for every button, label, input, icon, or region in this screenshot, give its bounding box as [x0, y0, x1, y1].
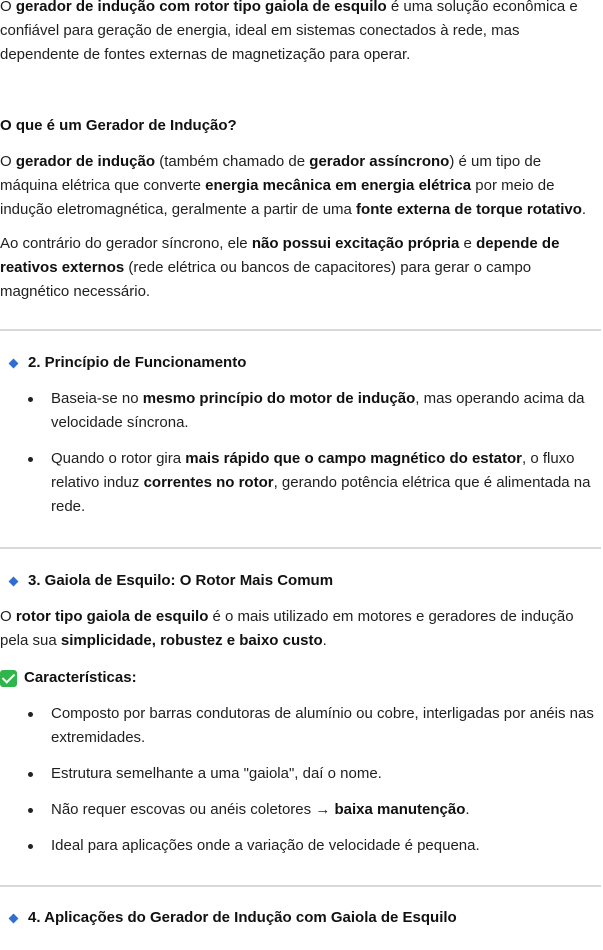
- list-item: Ideal para aplicações onde a variação de velocidade é pequena.: [0, 834, 601, 858]
- list-item: Não requer escovas ou anéis coletores → baixa manutenção.: [0, 798, 601, 822]
- section3-title: 3. Gaiola de Esquilo: O Rotor Mais Comum: [28, 572, 334, 589]
- section3-heading: [0, 569, 601, 593]
- features-heading: [0, 666, 601, 690]
- list-item: Estrutura semelhante a uma "gaiola", daí o nome.: [0, 762, 601, 786]
- intro-paragraph: O gerador de indução com rotor tipo gaiola de esquilo é uma solução econômica e confiável para geração de energia, ideal em sistemas conectados à rede, mas dependente de fontes externas de magnetização para operar.: [0, 0, 578, 63]
- blue-diamond-icon: [9, 358, 19, 368]
- blue-diamond-icon: [9, 913, 19, 923]
- list-item: Composto por barras condutoras de alumínio ou cobre, interligadas por anéis nas extremidades.: [0, 702, 601, 750]
- blue-diamond-icon: [9, 576, 19, 586]
- section2-title: 2. Princípio de Funcionamento: [28, 354, 247, 371]
- section1-heading: O que é um Gerador de Indução?: [0, 117, 237, 134]
- list-item: Quando o rotor gira mais rápido que o campo magnético do estator, o fluxo relativo induz correntes no rotor, gerando potência elétrica que é alimentada na rede.: [0, 447, 601, 519]
- features-title: Características:: [24, 669, 137, 686]
- section1-paragraph-2: Ao contrário do gerador síncrono, ele não possui excitação própria e depende de reativos externos (rede elétrica ou bancos de capacitores) para gerar o campo magnético necessário.: [0, 235, 560, 300]
- section2-list: [0, 387, 601, 519]
- check-mark-icon: [0, 670, 17, 687]
- section3-paragraph: O rotor tipo gaiola de esquilo é o mais utilizado em motores e geradores de indução pela sua simplicidade, robustez e baixo custo.: [0, 608, 574, 649]
- section4-heading: [0, 906, 601, 930]
- section4-title: 4. Aplicações do Gerador de Indução com Gaiola de Esquilo: [28, 909, 457, 926]
- list-item: Baseia-se no mesmo princípio do motor de indução, mas operando acima da velocidade síncrona.: [0, 387, 601, 435]
- section1-paragraph-1: O gerador de indução (também chamado de gerador assíncrono) é um tipo de máquina elétrica que converte energia mecânica em energia elétrica por meio de indução eletromagnética, geralmente a partir de uma fonte externa de torque rotativo.: [0, 153, 587, 218]
- features-list: [0, 702, 601, 858]
- section2-heading: [0, 351, 601, 375]
